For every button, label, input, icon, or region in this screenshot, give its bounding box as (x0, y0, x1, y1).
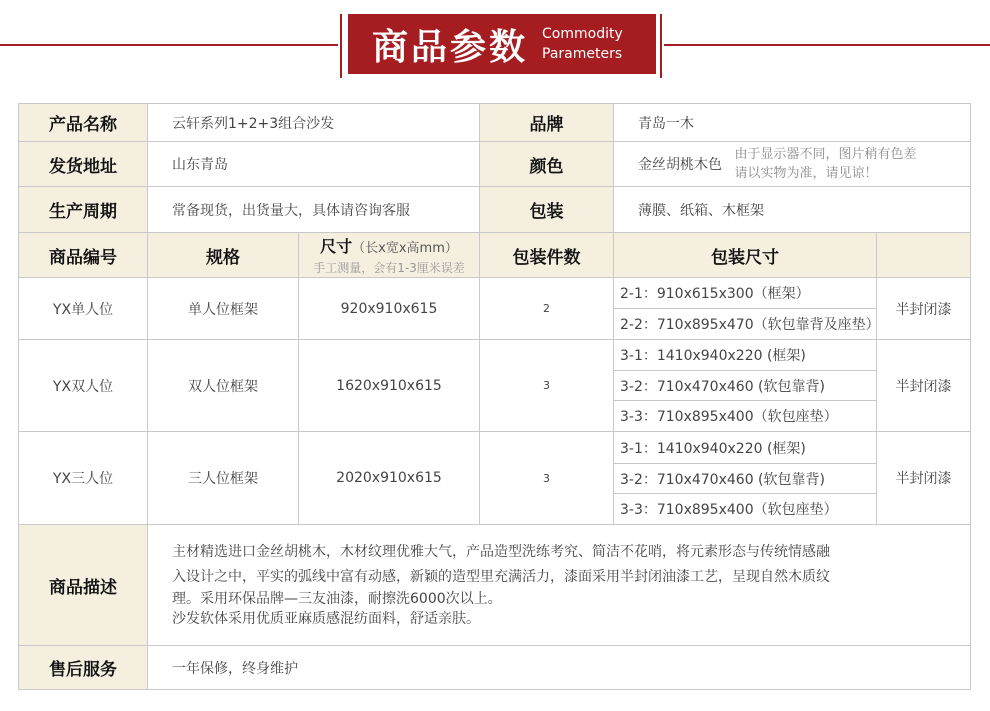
package-size: 3-3：710x895x400（软包座垫） (614, 401, 877, 432)
color-value: 金丝胡桃木色 (638, 157, 722, 173)
product-spec: 三人位框架 (148, 432, 299, 525)
package-count: 3 (480, 340, 614, 432)
row-shipping (19, 142, 971, 187)
ship-label: 发货地址 (19, 142, 148, 187)
col-header-finish (877, 233, 971, 278)
table-row (19, 278, 971, 309)
spec-header-row (19, 233, 971, 278)
finish: 半封闭漆 (877, 278, 971, 340)
description-label: 商品描述 (19, 525, 148, 646)
pack-label: 包装 (480, 187, 614, 233)
color-cell (614, 142, 971, 187)
package-size: 3-3：710x895x400（软包座垫） (614, 494, 877, 525)
row-product-name (19, 104, 971, 142)
product-size: 2020x910x615 (299, 432, 480, 525)
package-size: 3-1：1410x940x220 (框架) (614, 340, 877, 371)
finish: 半封闭漆 (877, 432, 971, 525)
ship-value: 山东青岛 (148, 142, 480, 187)
color-note: 由于显示器不同，图片稍有色差 请以实物为准，请见谅！ (734, 147, 917, 181)
section-title-en: Commodity Parameters (542, 26, 623, 62)
section-title-banner (348, 14, 656, 74)
table-row (19, 340, 971, 371)
header-tick-right (660, 14, 662, 78)
color-label: 颜色 (480, 142, 614, 187)
product-spec: 单人位框架 (148, 278, 299, 340)
cycle-label: 生产周期 (19, 187, 148, 233)
package-size: 3-2：710x470x460 (软包靠背) (614, 464, 877, 494)
brand-value: 青岛一木 (614, 104, 971, 142)
package-size: 2-2：710x895x470（软包靠背及座垫） (614, 309, 877, 340)
col-header-spec: 规格 (148, 233, 299, 278)
product-code: YX三人位 (19, 432, 148, 525)
package-size: 3-1：1410x940x220 (框架) (614, 432, 877, 464)
after-sale-label: 售后服务 (19, 646, 148, 690)
col-header-size: 尺寸（长x宽x高mm） 手工测量，会有1-3厘米误差 (299, 233, 480, 278)
col-header-code: 商品编号 (19, 233, 148, 278)
header-rule-left (0, 44, 338, 46)
after-sale-value: 一年保修，终身维护 (148, 646, 971, 690)
product-name-value: 云轩系列1+2+3组合沙发 (148, 104, 480, 142)
header-tick-left (340, 14, 342, 78)
table-row (19, 432, 971, 464)
cycle-value: 常备现货，出货量大，具体请咨询客服 (148, 187, 480, 233)
package-size: 3-2：710x470x460 (软包靠背) (614, 371, 877, 401)
header-rule-right (664, 44, 990, 46)
col-header-count: 包装件数 (480, 233, 614, 278)
product-size: 1620x910x615 (299, 340, 480, 432)
product-code: YX双人位 (19, 340, 148, 432)
row-description (19, 525, 971, 646)
package-count: 3 (480, 432, 614, 525)
col-header-pack-size: 包装尺寸 (614, 233, 877, 278)
product-name-label: 产品名称 (19, 104, 148, 142)
product-parameters-table (18, 103, 971, 690)
row-after-sale (19, 646, 971, 690)
package-size: 2-1：910x615x300（框架） (614, 278, 877, 309)
pack-value: 薄膜、纸箱、木框架 (614, 187, 971, 233)
package-count: 2 (480, 278, 614, 340)
description-text: 主材精选进口金丝胡桃木，木材纹理优雅大气，产品造型洗练考究、简洁不花哨，将元素形态与传统情感融 入设计之中，平实的弧线中富有动感，新颖的造型里充满活力，漆面采用半封闭油漆工艺，呈现自然木质纹 理。采用环保品牌—三友油漆，耐擦洗6000次以上。 沙发软体采用优质亚麻质感混纺面料，舒适亲肤。 (148, 525, 971, 646)
product-size: 920x910x615 (299, 278, 480, 340)
finish: 半封闭漆 (877, 340, 971, 432)
product-code: YX单人位 (19, 278, 148, 340)
row-production (19, 187, 971, 233)
brand-label: 品牌 (480, 104, 614, 142)
product-spec: 双人位框架 (148, 340, 299, 432)
section-title-cn: 商品参数 (372, 25, 529, 68)
